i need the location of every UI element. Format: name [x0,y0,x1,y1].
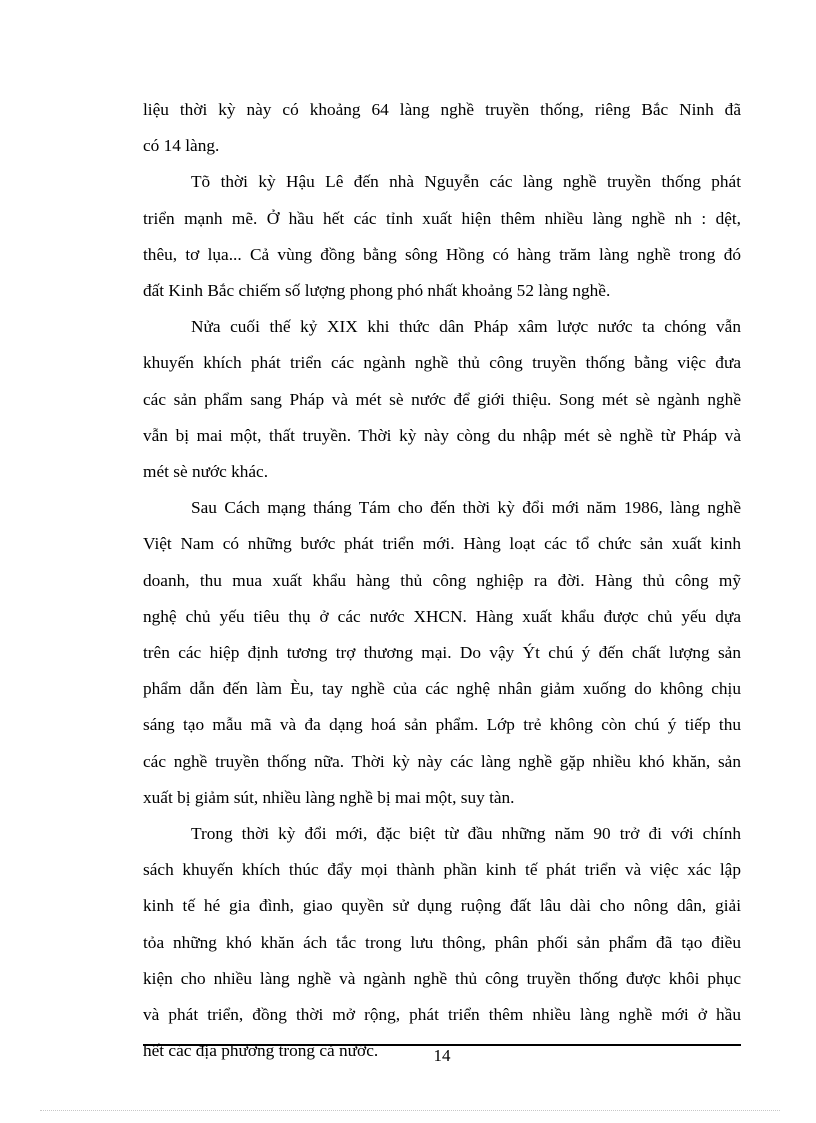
text-line: và phát triển, đồng thời mở rộng, phát triển thêm nhiều làng nghề mới ở hầu [143,1005,741,1025]
text-line: tỏa những khó khăn ách tắc trong lưu thông, phân phối sản phẩm đã tạo điều [143,932,741,952]
paragraph [143,816,741,1069]
text-line: hết các địa phương trong cả nước. [143,1041,379,1061]
text-line: kiện cho nhiều làng nghề và ngành nghề thủ công truyền thống được khôi phục [143,968,741,988]
text-line: Việt Nam có những bước phát triển mới. Hàng loạt các tổ chức sản xuất kinh [143,534,741,554]
text-line: Sau Cách mạng tháng Tám cho đến thời kỳ đổi mới năm 1986, làng nghề [191,498,741,518]
text-line: vẫn bị mai một, thất truyền. Thời kỳ này còng du nhập mét sè nghề từ Pháp và [143,425,741,445]
document-body [143,92,741,1069]
text-line: trên các hiệp định tương trợ thương mại. Do vậy Ýt chú ý đến chất lượng sản [143,643,741,663]
text-line: triển mạnh mẽ. Ở hầu hết các tỉnh xuất hiện thêm nhiều làng nghề nh : dệt, [143,208,741,228]
text-line: nghệ chủ yếu tiêu thụ ở các nước XHCN. Hàng xuất khẩu được chủ yếu dựa [143,606,741,626]
text-line: khuyến khích phát triển các ngành nghề thủ công truyền thống bằng việc đưa [143,353,741,373]
text-line: các sản phẩm sang Pháp và mét sè nước để giới thiệu. Song mét sè ngành nghề [143,389,741,409]
page-bottom-divider [40,1110,780,1111]
text-line: đất Kinh Bắc chiếm số lượng phong phó nhất khoảng 52 làng nghề. [143,281,611,301]
paragraph [143,309,741,490]
text-line: Trong thời kỳ đổi mới, đặc biệt từ đầu những năm 90 trở đi với chính [191,824,741,844]
text-line: sách khuyến khích thúc đẩy mọi thành phần kinh tế phát triển và việc xác lập [143,860,741,880]
text-line: Tõ thời kỳ Hậu Lê đến nhà Nguyễn các làng nghề truyền thống phát [191,172,741,192]
text-line: có 14 làng. [143,136,220,156]
text-line: sáng tạo mẫu mã và đa dạng hoá sản phẩm. Lớp trẻ không còn chú ý tiếp thu [143,715,741,735]
text-line: thêu, tơ lụa... Cả vùng đồng bằng sông Hồng có hàng trăm làng nghề trong đó [143,244,741,264]
text-line: mét sè nước khác. [143,462,269,482]
text-line: phẩm dẫn đến làm Èu, tay nghề của các nghệ nhân giảm xuống do không chịu [143,679,741,699]
text-line: Nửa cuối thế kỷ XIX khi thức dân Pháp xâm lược nước ta chóng vẫn [191,317,741,337]
text-line: các nghề truyền thống nữa. Thời kỳ này các làng nghề gặp nhiều khó khăn, sản [143,751,741,771]
text-line: xuất bị giảm sút, nhiều làng nghề bị mai một, suy tàn. [143,787,515,807]
paragraph [143,92,741,164]
paragraph [143,164,741,309]
page-number: 14 [433,1046,451,1065]
text-line: liệu thời kỳ này có khoảng 64 làng nghề truyền thống, riêng Bắc Ninh đã [143,100,741,119]
text-line: doanh, thu mua xuất khẩu hàng thủ công nghiệp ra đời. Hàng thủ công mỹ [143,570,741,590]
paragraph [143,490,741,816]
text-line: kinh tế hé gia đình, giao quyền sử dụng ruộng đất lâu dài cho nông dân, giải [143,896,741,916]
